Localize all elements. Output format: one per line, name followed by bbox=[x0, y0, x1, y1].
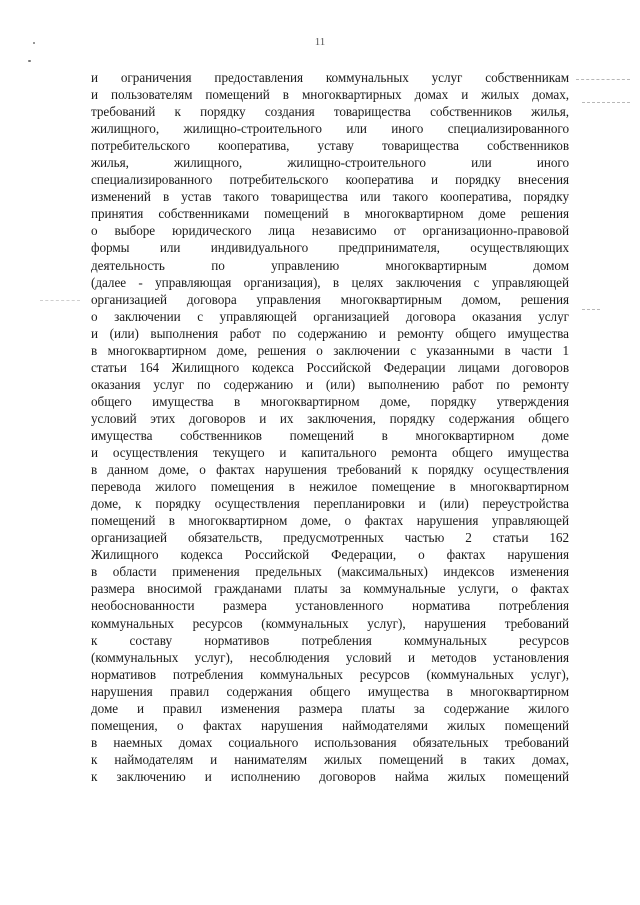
text-line: в данном доме, о фактах нарушения требований к порядку осуществления bbox=[91, 462, 569, 478]
text-line: коммунальных ресурсов (коммунальных услуг), нарушения требований bbox=[91, 615, 569, 631]
text-line: размера вносимой гражданами платы за коммунальные услуги, о фактах bbox=[91, 581, 569, 597]
text-line: и (или) выполнения работ по содержанию и ремонту общего имущества bbox=[91, 325, 569, 341]
scan-artifact-line bbox=[40, 300, 80, 301]
text-line: помещений в многоквартирном доме, о фактах нарушения управляющей bbox=[91, 513, 569, 529]
text-line: (далее - управляющая организация), в целях заключения с управляющей bbox=[91, 274, 569, 290]
text-line: (коммунальных услуг), несоблюдения условий и методов установления bbox=[91, 649, 569, 665]
text-line: специализированного потребительского кооператива и порядку внесения bbox=[91, 172, 569, 188]
scan-artifact-line bbox=[576, 79, 630, 80]
text-line: доме, к порядку осуществления перепланировки и (или) переустройства bbox=[91, 496, 569, 512]
text-line: необоснованности размера установленного норматива потребления bbox=[91, 598, 569, 614]
text-line: организацией договора управления многоквартирным домом, решения bbox=[91, 291, 569, 307]
scan-artifact-line bbox=[582, 102, 630, 103]
text-line: к наймодателям и нанимателям жилых помещений в таких домах, bbox=[91, 751, 569, 767]
text-line: нормативов потребления коммунальных ресурсов (коммунальных услуг), bbox=[91, 666, 569, 682]
text-line: перевода жилого помещения в нежилое помещение в многоквартирном bbox=[91, 479, 569, 495]
text-line: формы или индивидуального предпринимателя, осуществляющих bbox=[91, 240, 569, 256]
text-line: жилищного, жилищно-строительного или иного специализированного bbox=[91, 121, 569, 137]
text-line: оказания услуг по содержанию и (или) выполнению работ по ремонту bbox=[91, 376, 569, 392]
text-line: требований к порядку создания товарищества собственников жилья, bbox=[91, 104, 569, 120]
text-line: жилья, жилищного, жилищно-строительного или иного bbox=[91, 155, 569, 171]
text-line: и пользователям помещений в многоквартирных домах и жилых домах, bbox=[91, 87, 569, 103]
text-line: в наемных домах социального использования обязательных требований bbox=[91, 734, 569, 750]
text-line: о заключении с управляющей организацией договора оказания услуг bbox=[91, 308, 569, 324]
text-line: Жилищного кодекса Российской Федерации, о фактах нарушения bbox=[91, 547, 569, 563]
text-line: помещения, о фактах нарушения наймодателями жилых помещений bbox=[91, 717, 569, 733]
text-line: изменений в устав такого товарищества или такого кооператива, порядку bbox=[91, 189, 569, 205]
text-line: и ограничения предоставления коммунальных услуг собственникам bbox=[91, 70, 569, 85]
text-line: имущества собственников помещений в многоквартирном доме bbox=[91, 427, 569, 443]
text-line: общего имущества в многоквартирном доме, порядку утверждения bbox=[91, 393, 569, 409]
text-line: деятельность по управлению многоквартирным домом bbox=[91, 257, 569, 273]
text-line: к заключению и исполнению договоров найма жилых помещений bbox=[91, 768, 569, 784]
text-line: в области применения предельных (максимальных) индексов изменения bbox=[91, 564, 569, 580]
text-line: и осуществления текущего и капитального ремонта общего имущества bbox=[91, 445, 569, 461]
text-line: организацией обязательств, предусмотренных частью 2 статьи 162 bbox=[91, 530, 569, 546]
text-line: доме и правил изменения размера платы за содержание жилого bbox=[91, 700, 569, 716]
text-line: в многоквартирном доме, решения о заключении с указанными в части 1 bbox=[91, 342, 569, 358]
page-number: 11 bbox=[314, 36, 326, 48]
text-line: к составу нормативов потребления коммунальных ресурсов bbox=[91, 632, 569, 648]
text-line: потребительского кооператива, уставу товарищества собственников bbox=[91, 138, 569, 154]
document-body bbox=[91, 69, 569, 785]
text-line: статьи 164 Жилищного кодекса Российской Федерации лицами договоров bbox=[91, 359, 569, 375]
text-line: о выборе юридического лица независимо от организационно-правовой bbox=[91, 223, 569, 239]
text-line: нарушения правил содержания общего имущества в многоквартирном bbox=[91, 683, 569, 699]
scan-artifact-line bbox=[582, 309, 600, 310]
text-line: условий этих договоров и их заключения, порядку содержания общего bbox=[91, 410, 569, 426]
scan-artifact-dot bbox=[28, 60, 31, 62]
text-line: принятия собственниками помещений в многоквартирном доме решения bbox=[91, 206, 569, 222]
